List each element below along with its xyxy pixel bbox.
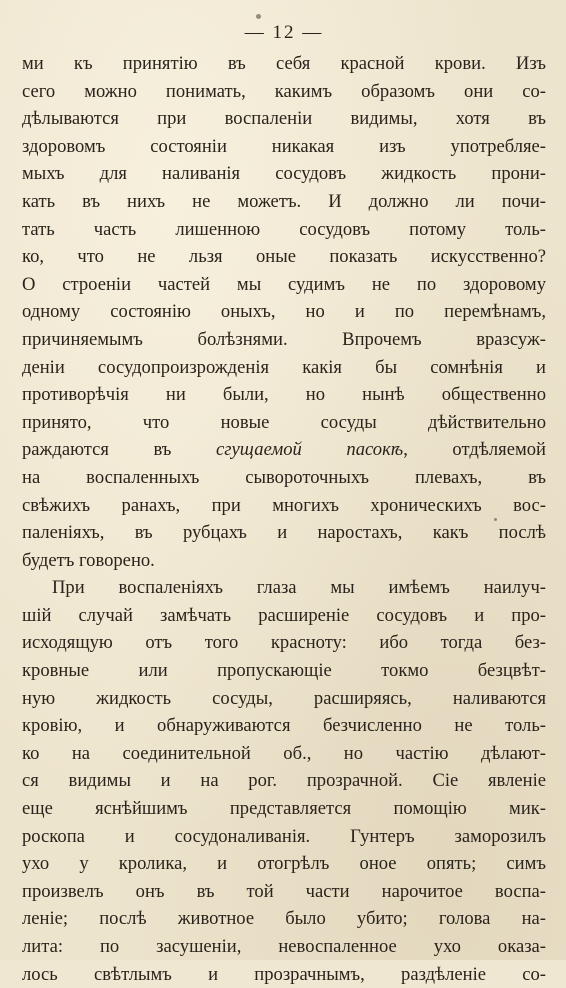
text-line: лита: по засушеніи, невоспаленное ухо оказа- — [22, 936, 546, 957]
text-line: ми къ принятію въ себя красной крови. Изъ — [22, 53, 546, 74]
text-line: паленіяхъ, въ рубцахъ и наростахъ, какъ послѣ — [22, 522, 546, 544]
text-line: ухо у кролика, и отогрѣлъ оное опять; симъ — [22, 853, 546, 875]
text-line: на воспаленныхъ сывороточныхъ плевахъ, въ — [22, 466, 546, 488]
text-line: еще яснѣйшимъ представляется помощію мик- — [22, 798, 546, 820]
text-line: свѣжихъ ранахъ, при многихъ хроническихъ вос- — [22, 494, 546, 516]
italic-phrase: сгущаемой пасокѣ — [216, 439, 404, 461]
body-text — [22, 50, 546, 988]
text-line: ко на соединительной об., но частію дѣлают- — [22, 742, 546, 764]
page-number: — 12 — — [244, 22, 324, 43]
text-line: дѣлываются при воспаленіи видимы, хотя въ — [22, 108, 546, 130]
text-line: здоровомъ состояніи никакая изъ употребляе- — [22, 135, 546, 157]
text-line: кать въ нихъ не можетъ. И должно ли почи- — [22, 190, 546, 212]
text-line: тать часть лишенною сосудовъ потому толь- — [22, 218, 546, 240]
paragraph-start-line: При воспаленіяхъ глаза мы имѣемъ наилуч- — [52, 577, 546, 599]
text-line: произвелъ онъ въ той части нарочитое воспа- — [22, 880, 546, 902]
text-line: противорѣчія ни были, но нынѣ общественно — [22, 384, 546, 406]
text-line: лось свѣтлымъ и прозрачнымъ, раздѣленіе со- — [22, 963, 546, 985]
ink-speck — [256, 14, 261, 19]
text-line: леніе; послѣ животное было убито; голова на- — [22, 908, 546, 930]
text-segment: , отдѣляемой — [403, 439, 547, 461]
text-line: исходящую отъ того красноту: ибо тогда без- — [22, 632, 546, 654]
text-line: мыхъ для наливанія сосудовъ жидкость прони- — [22, 163, 546, 185]
paragraph-end-line: будетъ говорено. — [22, 549, 155, 571]
text-line: роскопа и сосудоналиванія. Гунтеръ заморозилъ — [22, 825, 546, 847]
text-line: кровію, и обнаруживаются безчисленно не толь- — [22, 715, 546, 737]
text-line: кровные или пропускающіе токмо безцвѣт- — [22, 660, 546, 682]
text-line: сего можно понимать, какимъ образомъ они со- — [22, 80, 546, 102]
text-segment: раждаются въ — [22, 439, 217, 461]
text-line-italic-phrase — [22, 436, 546, 464]
text-line: шій случай замѣчать расширеніе сосудовъ и про- — [22, 604, 546, 626]
text-line: ную жидкость сосуды, расширяясь, наливаются — [22, 687, 546, 709]
text-line: ко, что не льзя оные показать искусственно? — [22, 246, 546, 268]
text-line: ся видимы и на рог. прозрачной. Сіе явленіе — [22, 770, 546, 792]
text-line: одному состоянію оныхъ, но и по перемѣнамъ, — [22, 301, 546, 323]
text-line: причиняемымъ болѣзнями. Впрочемъ вразсуж- — [22, 328, 546, 350]
text-line: принято, что новые сосуды дѣйствительно — [22, 411, 546, 433]
text-line: О строеніи частей мы судимъ не по здоровому — [22, 273, 546, 295]
ink-speck — [494, 518, 497, 521]
text-line: деніи сосудопроизрожденія какія бы сомнѣнія и — [22, 356, 546, 378]
